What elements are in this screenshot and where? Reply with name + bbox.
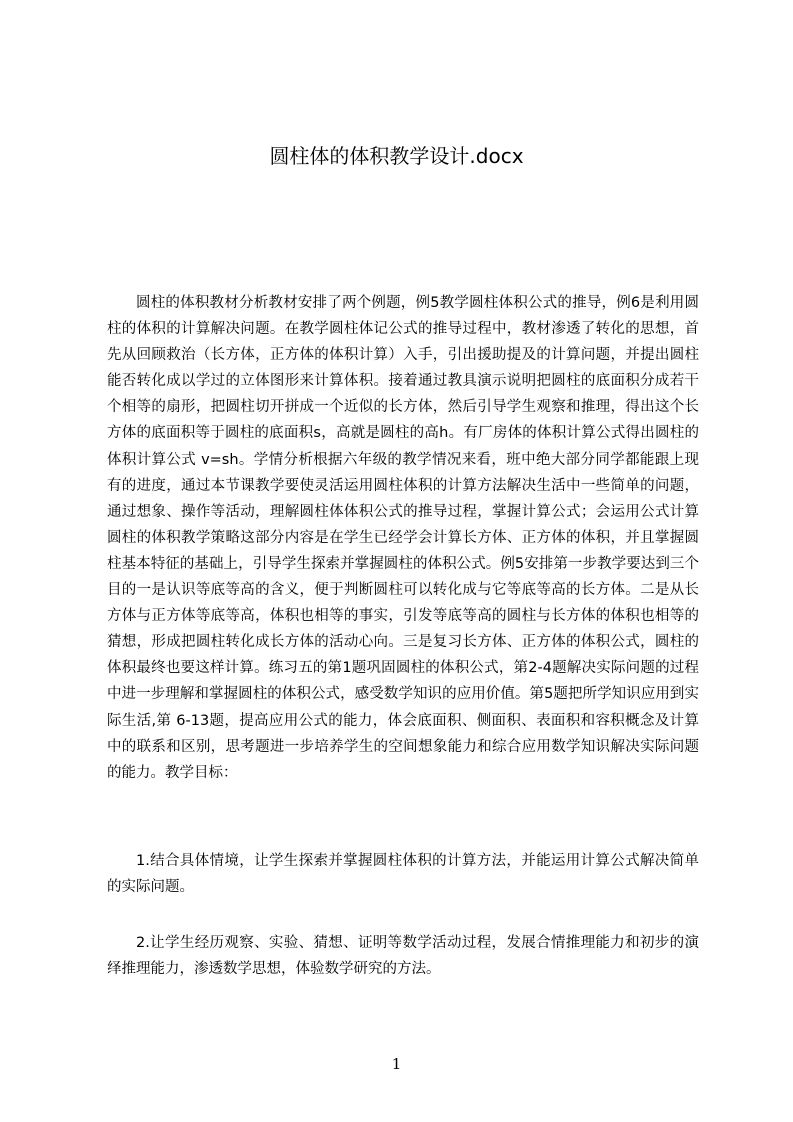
paragraph-objective-2: 2.让学生经历观察、实验、猜想、证明等数学活动过程，发展合情推理能力和初步的演绎推理能力，渗透数学思想，体验数学研究的方法。 bbox=[107, 935, 699, 978]
page-number: 1 bbox=[391, 1055, 402, 1073]
document-title: 圆柱体的体积教学设计.docx bbox=[269, 144, 524, 168]
paragraph-objective-1: 1.结合具体情境，让学生探索并掌握圆柱体积的计算方法，并能运用计算公式解决简单的实际问题。 bbox=[107, 853, 699, 896]
paragraph-analysis: 圆柱的体积教材分析教材安排了两个例题，例5教学圆柱体积公式的推导，例6是利用圆柱的体积的计算解决问题。在教学圆柱体记公式的推导过程中，教材渗透了转化的思想，首先从回顾救治（长方体，正方体的体积计算）入手，引出援助提及的计算问题，并提出圆柱能否转化成以学过的立体图形来计算体积。接着通过教具演示说明把圆柱的底面积分成若干个相等的扇形，把圆柱切开拼成一个近似的长方体，然后引导学生观察和推理，得出这个长方体的底面积等于圆柱的底面积s，高就是圆柱的高h。有厂房体的体积计算公式得出圆柱的体积计算公式 v=sh。学情分析根据六年级的教学情况来看，班中绝大部分同学都能跟上现有的进度，通过本节课教学要使灵活运用圆柱体积的计算方法解决生活中一些简单的问题，通过想象、操作等活动，理解圆柱体体积公式的推导过程，掌握计算公式；会运用公式计算圆柱的体积教学策略这部分内容是在学生已经学会计算长方体、正方体的体积，并且掌握圆柱基本特征的基础上，引导学生探索并掌握圆柱的体积公式。例5安排第一步教学要达到三个目的一是认识等底等高的含义，便于判断圆柱可以转化成与它等底等高的长方体。二是从长方体与正方体等底等高，体积也相等的事实，引发等底等高的圆柱与长方体的体积也相等的猜想，形成把圆柱转化成长方体的活动心向。三是复习长方体、正方体的体积公式，圆柱的体积最终也要这样计算。练习五的第1题巩固圆柱的体积公式，第2-4题解决实际问题的过程中进一步理解和掌握圆柱的体积公式，感受数学知识的应用价值。第5题把所学知识应用到实际生活,第 6-13题，提高应用公式的能力，体会底面积、侧面积、表面积和容积概念及计算中的联系和区别，思考题进一步培养学生的空间想象能力和综合应用数学知识解决实际问题的能力。教学目标： bbox=[107, 295, 699, 781]
